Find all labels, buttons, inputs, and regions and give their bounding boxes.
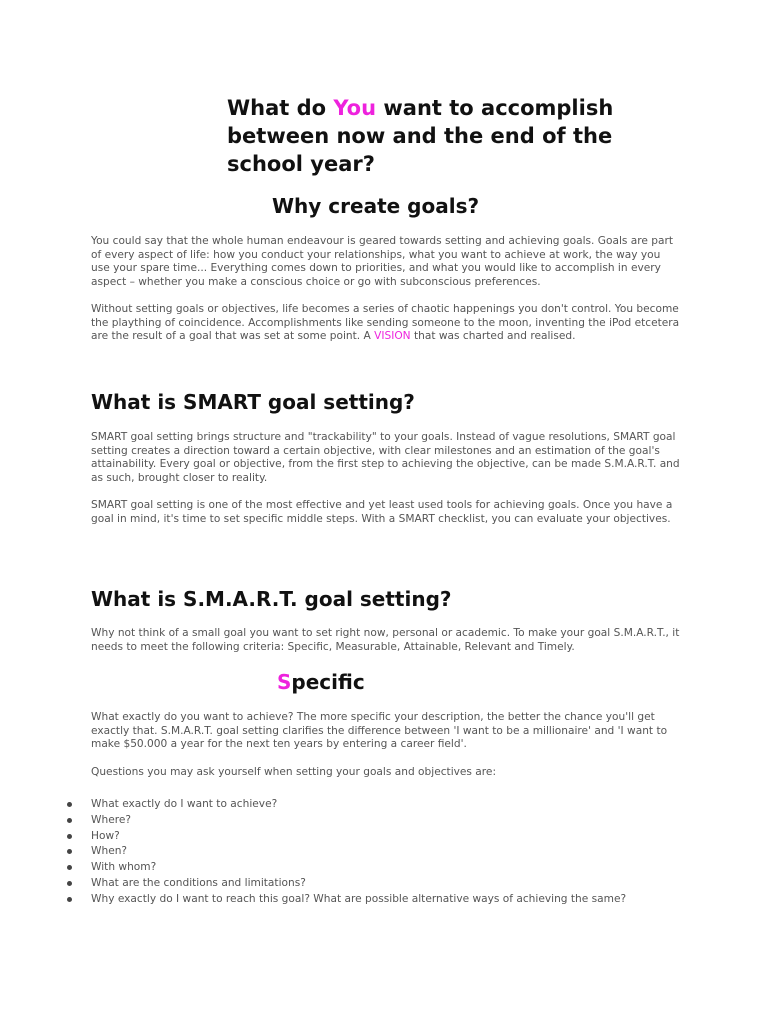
question-text: Why exactly do I want to reach this goal? What are possible alternative ways of achieving the same? (91, 892, 627, 905)
bullet-icon (67, 818, 72, 823)
vision-highlight: VISION (374, 330, 411, 343)
paragraph-specific-1: What exactly do you want to achieve? The more specific your description, the better the chance you'll get exactly that. S.M.A.R.T. goal setting clarifies the difference between 'I want to be a millionaire' and 'I want to make $50.000 a year for the next ten years by entering a career field'. (91, 711, 668, 751)
list-item (66, 797, 626, 813)
bullet-icon (67, 897, 72, 902)
paragraph-specific-2: Questions you may ask yourself when setting your goals and objectives are: (91, 766, 497, 778)
question-text: What are the conditions and limitations? (91, 876, 306, 889)
question-text: When? (91, 845, 128, 858)
paragraph-why-2-post: that was charted and realised. (410, 330, 576, 343)
questions-list (66, 797, 626, 908)
bullet-icon (67, 881, 72, 886)
list-item (66, 860, 626, 876)
heading-what-is-smart: What is SMART goal setting? (91, 390, 415, 414)
heading-what-is-smart-dots: What is S.M.A.R.T. goal setting? (91, 587, 452, 611)
question-text: With whom? (91, 861, 157, 874)
question-text: What exactly do I want to achieve? (91, 798, 278, 810)
title-highlight-you: You (333, 96, 377, 120)
list-item (66, 844, 626, 860)
bullet-icon (67, 834, 72, 839)
heading-specific-first-letter: S (277, 670, 292, 694)
list-item (66, 813, 626, 829)
bullet-icon (67, 849, 72, 854)
list-item (66, 892, 626, 908)
title-pre: What do (227, 96, 334, 120)
bullet-icon (67, 802, 72, 807)
question-text: Where? (91, 813, 131, 826)
heading-specific-rest: pecific (291, 670, 365, 694)
page-title (227, 94, 667, 178)
paragraph-smart-1: SMART goal setting brings structure and "trackability" to your goals. Instead of vague resolutions, SMART goal setting creates a direction toward a certain objective, with clear milestones and an estimation of the goal's attainability. Every goal or objective, from the first step to achieving the objective, can be made S.M.A.R.T. and as such, brought closer to reality. (91, 431, 680, 484)
bullet-icon (67, 865, 72, 870)
heading-why-create-goals: Why create goals? (272, 194, 480, 218)
heading-specific (277, 669, 365, 695)
title-post: want to accomplish between now and the end of the school year? (227, 96, 614, 176)
question-text: How? (91, 829, 120, 842)
paragraph-smart-2: SMART goal setting is one of the most effective and yet least used tools for achieving goals. Once you have a goal in mind, it's time to set specific middle steps. With a SMART checklist, you can evaluate your objectives. (91, 499, 673, 525)
paragraph-smart-dots-1: Why not think of a small goal you want to set right now, personal or academic. To make your goal S.M.A.R.T., it needs to meet the following criteria: Specific, Measurable, Attainable, Relevant and Timely. (91, 627, 680, 653)
paragraph-why-2 (91, 303, 681, 344)
paragraph-why-1: You could say that the whole human endeavour is geared towards setting and achieving goals. Goals are part of every aspect of life: how you conduct your relationships, what you want to achieve at work, the way you use your spare time... Everything comes down to priorities, and what you would like to accomplish in every aspect – whether you make a conscious choice or go with subconscious preferences. (91, 235, 674, 288)
list-item (66, 829, 626, 845)
list-item (66, 876, 626, 892)
paragraph-why-2-pre: Without setting goals or objectives, life becomes a series of chaotic happenings you don't control. You become the plaything of coincidence. Accomplishments like sending someone to the moon, inventing the iPod etcetera are the result of a goal that was set at some point. A (91, 303, 680, 343)
